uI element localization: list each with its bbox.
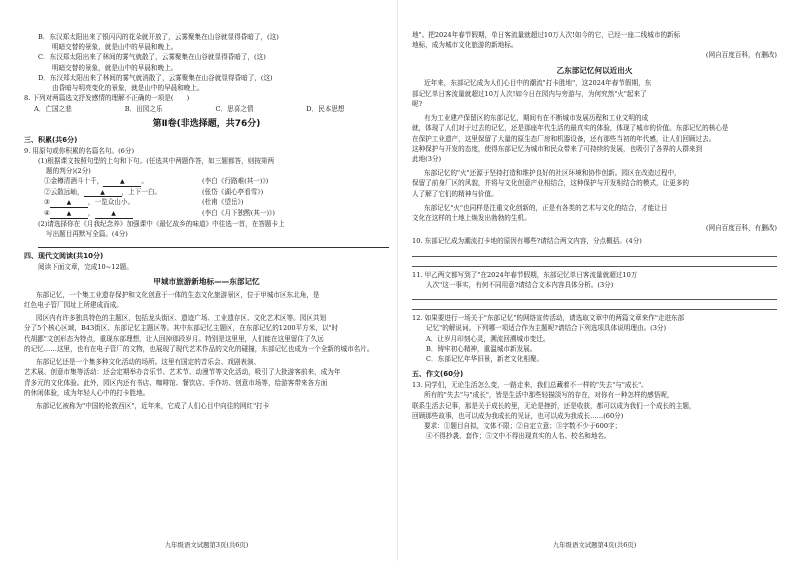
poem-3-pre: ③ [44, 198, 50, 207]
poem-4-post: ， [87, 208, 95, 217]
q13-line: 所有的"失去"与"成长"，皆是生活中那些轻描淡写的存在，对你有一种怎样的感悟呢， [424, 391, 674, 400]
article-line: 的记忆……这里，也有在电子管厂的文物，也展现了现代艺术作品的文化的碰撞，东部记忆也成为一个全新的城市名片。 [24, 344, 374, 353]
article-line: 艺术展、创意市集等活动：还会定期举办音乐节、艺术节、动漫节等文化活动，吸引了大批游客前来，成为年 [24, 368, 341, 377]
q12-stem-line1: 12. 如果要进行一场关于"东部记忆"的网络宣传活动，请选取文章中的两篇文章来作"走进东部 [412, 314, 685, 323]
q7-option-d-line2: 由昏暗与明亮变化的景象，就是山中的早晨和晚上。 [52, 84, 204, 93]
answer-line[interactable] [38, 239, 389, 248]
q10-stem: 10. 东部记忆成为潮流打卡地的原因有哪些?请结合两文内容，分点概括。(4分) [412, 237, 642, 246]
poem-1-post: 。 [141, 177, 148, 186]
poem-3-post: ，一览众山小。 [87, 198, 135, 207]
blank-marker: ▲ [66, 209, 72, 217]
article2-line: 近年来，东部记忆成为人们心目中的潮流"打卡胜地"，这2024年春节假期，东 [424, 79, 652, 88]
answer-blank[interactable] [50, 210, 88, 219]
article-line: 东部记忆，一个集工业遗存保护和文化创意于一体的生态文化旅游景区，位于甲城市区东北角，是 [36, 290, 320, 299]
page-divider [397, 0, 398, 561]
q12-option-c: C．东部记忆年华旧景，新老文化相聚。 [426, 355, 544, 364]
q8-stem: 8. 下列对两篇选文抒发感情的理解不正确的一项是( ) [24, 94, 190, 103]
poem-line-2 [24, 187, 389, 198]
exam-page-4 [412, 0, 777, 561]
poem-2-post: ，上下一白。 [121, 187, 162, 196]
q9-sub2-line1: (2)请选择你在《月我纪念养》加强课中《最忆故乡的味道》中往选一首，在答题卡上 [38, 219, 285, 228]
poem-line-1 [24, 176, 389, 187]
article2-line: 人了解了它们的精神与价值。 [412, 189, 498, 198]
section5-heading: 五、作文(60分) [412, 370, 464, 379]
article2-line: 呢? [412, 99, 423, 108]
top-margin [24, 0, 389, 32]
q7-options [24, 32, 389, 93]
q12-option-b: B．铸牢初心精神，重温城市新发展。 [426, 344, 537, 353]
article2-line: 保留了前身厂区的风貌，并将与文化创意产业相结合，这种保护与开发相结合的模式，让更多的 [412, 179, 689, 188]
q8-option-d: D．民本思想 [306, 104, 345, 113]
q11-stem-line1: 11. 甲乙两文都写到了"在2024年春节假期，东部记忆单日客流量就超过10万 [412, 270, 638, 279]
q13-requirements: 要求：①题目自拟，文体不限；②自定立意；③字数不少于600字； [424, 421, 622, 430]
exam-page-3 [24, 0, 389, 561]
q9-sub1-line2: 题的判分)(2分) [46, 166, 91, 175]
article2-line: 在保护工业遗产，这里保留了大量的原生态厂房和机器设备，还有那些当初的年代感，让人们回顾过去。 [412, 134, 716, 143]
article2-line: 文化在这样的土地上焕发出勃勃的生机。 [412, 214, 531, 223]
q12-option-a: A．让岁月印刻心灵，溯流回溯城市变迁。 [426, 334, 550, 343]
top-margin [412, 0, 777, 30]
article2-para-3 [412, 168, 777, 199]
answer-line[interactable] [412, 290, 777, 300]
article-title: 甲城市旅游新地标——东部记忆 [153, 277, 260, 287]
article-line: 园区内有许多独具特色的主题区，包括龙头街区、遗迹广场、工业遗存区、文化艺术区等。园区共划 [36, 314, 327, 323]
article2-line: 东部记忆"火"也同样是注重文化创新的，正是有各类的艺术与文化的结合，才能让日 [424, 203, 668, 212]
article-line: 代胡鄙"文创形态为特点，重现东部理想，让人回掉那段岁月。特别是这里里，人们能在这里留住了久远 [24, 334, 324, 343]
q13-line: 联系生活去记事，那是关于成长的里，无论是挫折，还是收获，都可以成为我们一个成长的主题， [412, 401, 696, 410]
answer-line[interactable] [412, 257, 777, 267]
continued-line: 地标，成为城市文化旅游的新地标。 [412, 41, 518, 50]
blank-marker: ▲ [100, 188, 105, 196]
q9-stem: 9. 用原句或你积累的名篇名句。(6分) [24, 146, 135, 155]
poem-4-pre: ④ [44, 208, 50, 217]
article2-line: 有为工业建产保留区的东部记忆，期间有在不断城市发展历程和工业文明的成 [424, 114, 649, 123]
article-line: 分了5个核心区域，B43街区、东部记忆主题区等。其中东部记忆主题区，在东部记忆的1200平方米，以"时 [24, 324, 339, 333]
q11-stem-line2: 人次"这一事实，有何不同用意?请结合文本内容具体分析。(3分) [426, 280, 614, 289]
continued-line: 地"。把2024年春节假期，单日客流量就超过10万人次!如今的它，已经一座二线城市的新标 [412, 31, 681, 39]
article-line: 的休闲体验，成为年轻人心中的打卡胜地。 [24, 388, 150, 397]
article-para-3 [24, 357, 389, 398]
article-line: 红色电子管厂园址上所建成而成。 [24, 301, 123, 310]
q13-requirements: ④不得抄袭、套作；⑤文中不得出现真实的人名、校名和地名。 [426, 432, 611, 441]
poem-2-pre: ②云散远岫， [44, 187, 84, 196]
article2-para-4 [412, 203, 777, 223]
article2-line: 部记忆单日客流量就超过10万人次!如今日在园内与旁游与，为何究然"火"起来了 [412, 89, 647, 98]
part2-title: 第Ⅱ卷(非选择题，共76分) [152, 118, 261, 129]
poem-1-source: (李白《行路难(其一)》) [202, 177, 269, 186]
blank-marker: ▲ [111, 209, 116, 217]
answer-blank[interactable] [84, 189, 122, 198]
q7-option-c-line1: C．东汉郑太阳出来了林间的雾气就散了，云雾聚集在山谷就显得昏暗了，(这) [38, 53, 266, 62]
poem-4-source: (李白《月下独酌(其一)》) [202, 208, 275, 217]
answer-blank[interactable] [50, 199, 88, 208]
poem-1-pre: ①金樽清酒斗十千， [44, 177, 104, 186]
q13-line: 13. 同学们，无论生活怎么变，一路走来，我们总藏着不一样的"失去"与"成长"。 [412, 381, 648, 390]
article2-para-2 [412, 113, 777, 164]
answer-line[interactable] [412, 247, 777, 257]
article-para-2 [24, 313, 389, 354]
q9-sub1-line1: (1)根据课文按照句型的上句和下句。(任选其中两题作答，如三题都答，则按第两 [38, 156, 275, 165]
article-line: 东部记忆被称为"中国的伦敦西区"，近年来，它成了人们心目中向往的网红"打卡 [36, 402, 270, 411]
article-line: 东部记忆还是一个集多种文化活动的场所。这里有国定的音乐会、戏剧表演、 [36, 358, 261, 367]
q8-option-a: A．亡国之悲 [34, 104, 72, 113]
answer-line[interactable] [412, 300, 777, 310]
article2-title: 乙东部记忆何以近出火 [556, 65, 633, 75]
page-footer-right: 九年级语文试题第4页(共6页) [552, 541, 637, 550]
q13-line: 回顾那些故事，也可以成为我成长的见证，也可以成为我成长……(60分) [412, 411, 624, 420]
article2-para-1 [412, 78, 777, 109]
article2-line: 就，体现了人们对于过去的记忆，还是那座年代生活的最真实的体验，体现了城市的价值。东部记忆的核心是 [412, 124, 729, 133]
q7-option-b-line2: 明暗交替的景象，就是山中的早晨和晚上。 [52, 43, 178, 52]
poem-line-3 [24, 197, 389, 208]
article-para-1 [24, 290, 389, 310]
source-note-2: (网自百度百科，有删改) [705, 224, 777, 233]
section4-heading: 四、现代文阅读(共10分) [24, 252, 104, 260]
poem-3-source: (杜甫《望岳》) [202, 198, 244, 207]
poem-2-source: (张岱《湖心亭看雪》) [202, 187, 264, 196]
article-para-4 [24, 401, 389, 411]
q7-option-c-line2: 明暗交替的景象，就是山中的早晨和晚上。 [52, 63, 178, 72]
blank-marker: ▲ [120, 178, 125, 186]
q8-options [24, 104, 389, 114]
q9-sub2-line2: 写出题目再默写全篇。(4分) [46, 229, 128, 238]
article2-line: 这种保护与开发的态度，使得东部记忆为城市和民众带来了可持续的发展，也吸引了各界的人群来到 [412, 144, 703, 153]
q8-option-c: C．思喜之情 [215, 104, 254, 113]
article-line: 青多元的文化体验。此外，园区内还有书店、咖啡馆、餐饮店、手作坊、创意市场等，给游客带来各方面 [24, 378, 328, 387]
answer-blank[interactable] [95, 210, 133, 219]
q7-option-b-line1: B．东汉郑太阳出来了银闪闪的花朵就开放了，云雾聚集在山谷就显得昏暗了，(这) [38, 33, 279, 41]
source-note-1: (网自百度百科，有删改) [705, 51, 777, 60]
article2-line: 东部记忆的"火"还源于坚持打造和维护良好的社区环境和协作创新。园区在改造过程中， [424, 169, 681, 178]
article2-line: 此地(3分) [412, 154, 442, 163]
poem-line-4 [24, 208, 389, 219]
section3-heading: 三、积累(共6分) [24, 135, 78, 144]
q7-option-d-line1: D．东汉郑太阳出来了林间的雾气就消散了，云雾聚集在山谷就显得昏暗了，(这) [38, 73, 273, 82]
section4-intro: 阅读下面文章，完成10~12题。 [38, 262, 133, 271]
answer-blank[interactable] [103, 178, 141, 187]
q8-option-b: B．田园之乐 [124, 104, 163, 113]
blank-marker: ▲ [66, 199, 72, 207]
q12-stem-line2: 记忆"的解说词。下列哪一项适合作为主题呢?请结合下列选项具体说明理由。(3分) [426, 324, 667, 333]
page-footer-left: 九年级语文试题第3页(共6页) [164, 541, 249, 550]
